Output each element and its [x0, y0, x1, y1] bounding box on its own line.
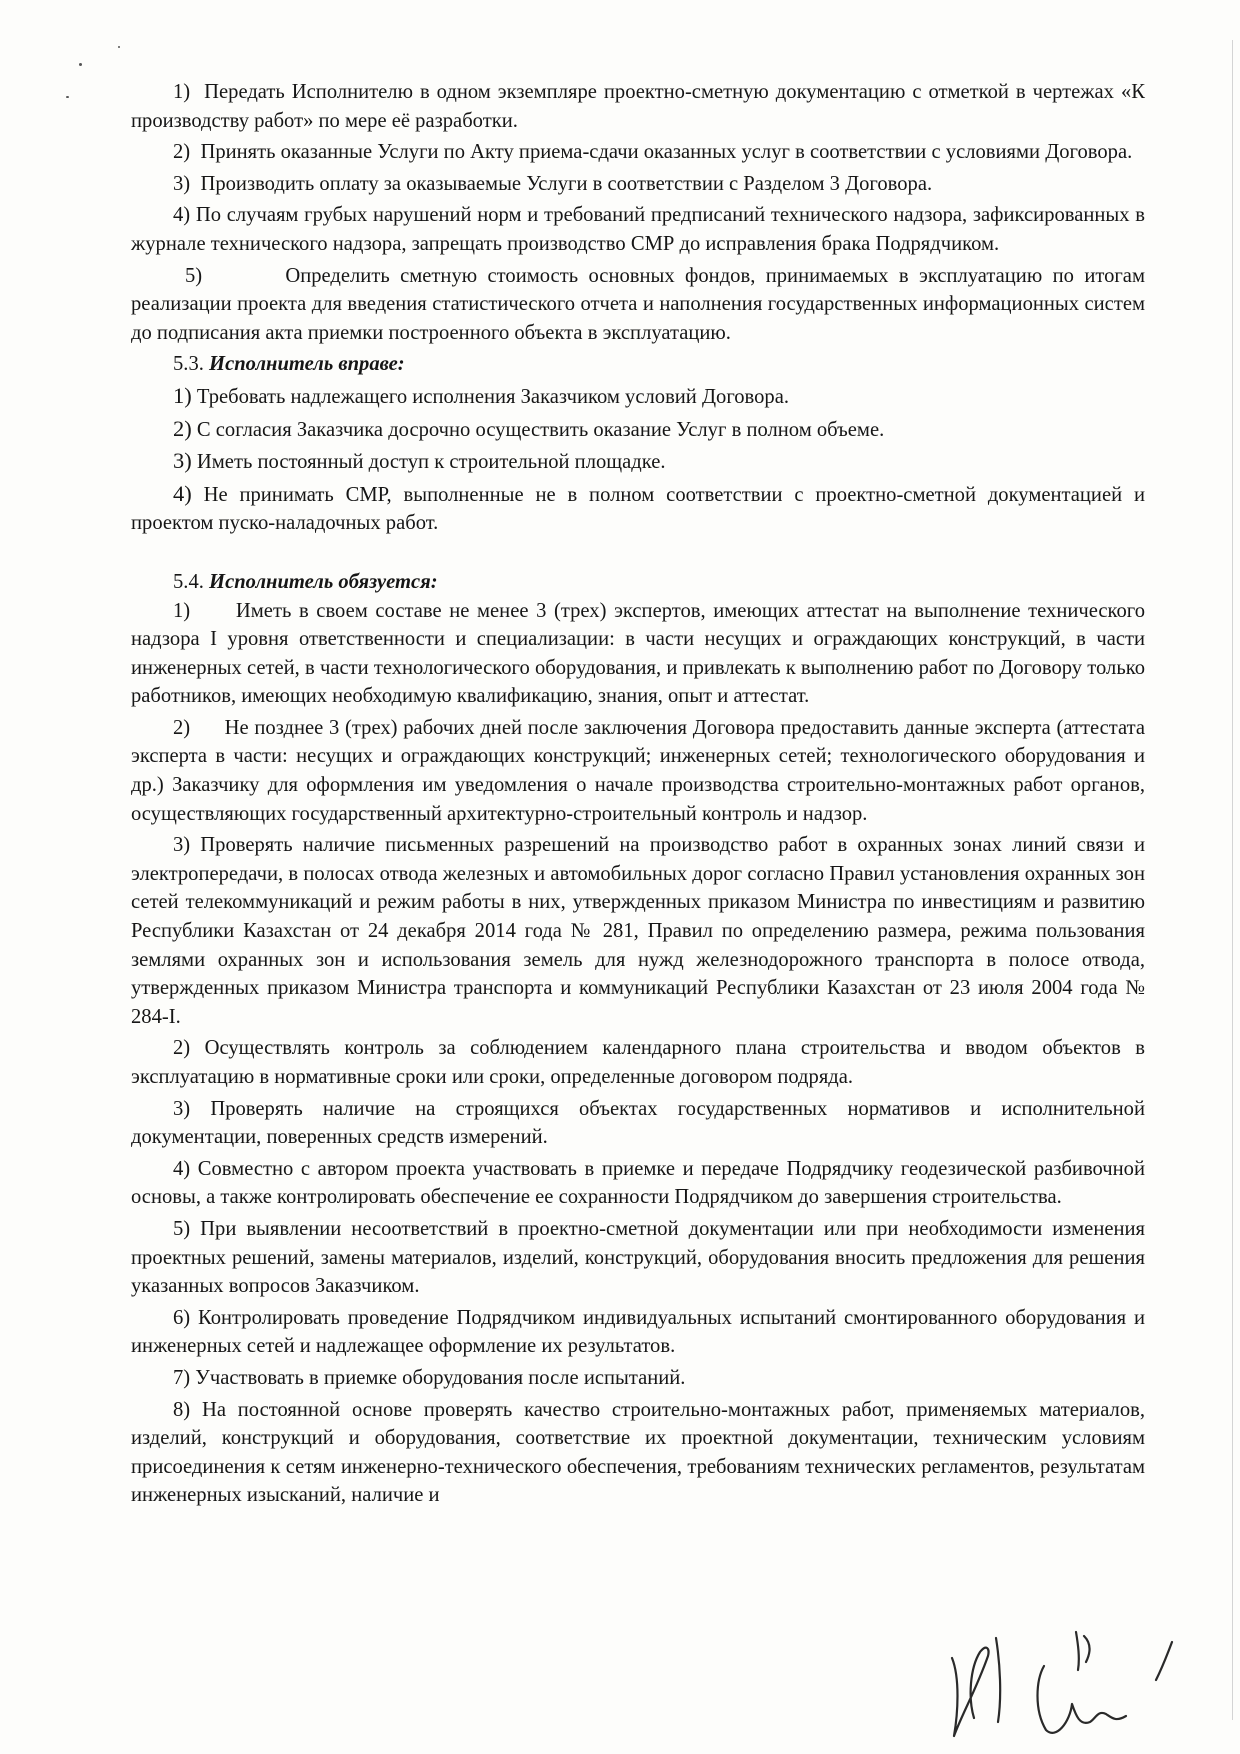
executor-obligation-7: 5) При выявлении несоответствий в проектно-сметной документации или при необходимости изменения проектных решений, замены материалов, изделий, конструкций, оборудования вносить предложения для решения указанных вопросов Заказчиком. [131, 1217, 1145, 1298]
executor-obligation-5: 3) Проверять наличие на строящихся объектах государственных нормативов и исполнительной документации, поверенных средств измерений. [131, 1097, 1145, 1149]
executor-obligation-4: 2) Осуществлять контроль за соблюдением календарного плана строительства и вводом объектов в эксплуатацию в нормативные сроки или сроки, определенные договором подряда. [131, 1037, 1145, 1088]
executor-right-1-text: Требовать надлежащего исполнения Заказчиком условий Договора. [191, 385, 790, 408]
executor-obligation-6: 4) Совместно с автором проекта участвовать в приемке и передаче Подрядчику геодезической разбивочной основы, а также контролировать обеспечение ее сохранности Подрядчиком до завершения строительства. [131, 1157, 1145, 1209]
scan-speck [118, 46, 120, 48]
executor-right-4-number: 4) [173, 480, 192, 506]
scan-speck [79, 63, 82, 66]
customer-duty-5: 5) Определить сметную стоимость основных фондов, принимаемых в эксплуатацию по итогам реализации проекта для введения статистического отчета и наполнения государственных информационных систем до подписания акта приемки построенного объекта в эксплуатацию. [131, 264, 1145, 344]
executor-obligation-3: 3) Проверять наличие письменных разрешений на производство работ в охранных зонах линий связи и электропередачи, в полосах отвода железных и автомобильных дорог согласно Правил установления охранных зон сетей телекоммуникаций и режим работы в них, утвержденных приказом Министра по инвестициям и развитию Республики Казахстан от 24 декабря 2014 года № 281, Правил по определению размера, режима пользования землями охранных зон и использования земель для нужд железнодорожного транспорта в полосе отвода, утвержденных приказом Министра транспорта и коммуникаций Республики Казахстан от 23 июля 2004 года № 284-I. [131, 834, 1145, 1028]
section-5-4-heading [131, 568, 1145, 597]
customer-duty-2: 2) Принять оказанные Услуги по Акту приема-сдачи оказанных услуг в соответствии с условиями Договора. [173, 141, 1133, 164]
document-body [131, 78, 1145, 1510]
handwritten-signature [940, 1618, 1200, 1748]
executor-right-3 [131, 447, 1145, 477]
section-5-4-title: Исполнитель обязуется: [209, 570, 438, 593]
executor-right-1-number: 1) [173, 382, 192, 408]
executor-right-2-text: С согласия Заказчика досрочно осуществить оказание Услуг в полном объеме. [191, 418, 885, 441]
customer-duty-3: 3) Производить оплату за оказываемые Услуги в соответствии с Разделом 3 Договора. [173, 172, 933, 195]
executor-right-3-text: Иметь постоянный доступ к строительной площадке. [191, 451, 666, 474]
section-5-3-title: Исполнитель вправе: [209, 353, 405, 376]
section-5-3-number: 5.3. [173, 353, 204, 376]
executor-obligation-2: 2) Не позднее 3 (трех) рабочих дней после заключения Договора предоставить данные эксперта (аттестата эксперта в части: несущих и ограждающих конструкций; инженерных сетей; технологического оборудования и др.) Заказчику для оформления им уведомления о начале производства строительно-монтажных работ органов, осуществляющих государственный архитектурно-строительный контроль и надзор. [131, 716, 1145, 825]
customer-duty-4: 4) По случаям грубых нарушений норм и требований предписаний технического надзора, зафиксированных в журнале технического надзора, запрещать производство СМР до исправления брака Подрядчиком. [131, 204, 1145, 255]
customer-duty-1: 1) Передать Исполнителю в одном экземпляре проектно-сметную документацию с отметкой в чертежах «К производству работ» по мере её разработки. [131, 81, 1145, 132]
executor-obligation-8: 6) Контролировать проведение Подрядчиком индивидуальных испытаний смонтированного оборудования и инженерных сетей и надлежащее оформление их результатов. [131, 1306, 1145, 1358]
section-5-3-heading [131, 350, 1145, 379]
executor-obligation-1: 1) Иметь в своем составе не менее 3 (трех) экспертов, имеющих аттестат на выполнение технического надзора I уровня ответственности и специализации: в части несущих и ограждающих конструкций, в части инженерных сетей, в части технологического оборудования, и привлекать к выполнению работ по Договору только работников, имеющих необходимую квалификацию, знания, опыт и аттестат. [131, 599, 1145, 708]
executor-right-3-number: 3) [173, 448, 192, 474]
scan-speck [66, 96, 69, 98]
executor-right-2 [131, 415, 1145, 445]
executor-obligation-9: 7) Участвовать в приемке оборудования после испытаний. [173, 1366, 686, 1389]
executor-right-4 [131, 480, 1145, 538]
executor-right-4-text: Не принимать СМР, выполненные не в полном соответствии с проектно-сметной документацией и проектом пуско-наладочных работ. [131, 483, 1145, 535]
executor-obligation-10: 8) На постоянной основе проверять качество строительно-монтажных работ, применяемых материалов, изделий, конструкций и оборудования, соответствие их проектной документации, техническим условиям присоединения к сетям инженерно-технического обеспечения, требованиям технических регламентов, результатам инженерных изысканий, наличие и [131, 1398, 1145, 1507]
executor-right-1 [131, 382, 1145, 412]
scan-edge-line [1232, 40, 1233, 1720]
section-5-4-number: 5.4. [173, 570, 204, 593]
executor-right-2-number: 2) [173, 415, 192, 441]
